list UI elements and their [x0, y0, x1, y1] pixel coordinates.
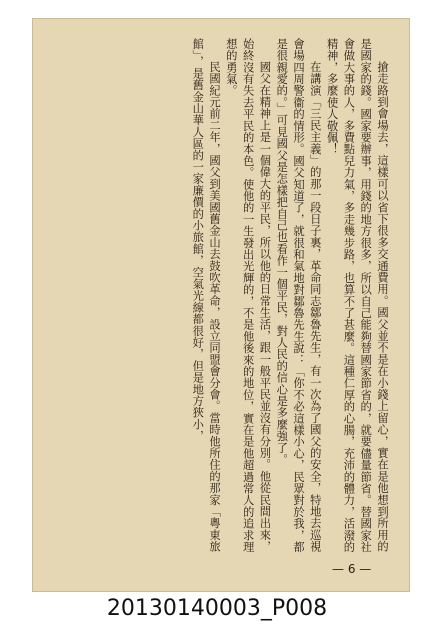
page-number: — 6 —	[332, 562, 372, 576]
image-caption: 20130140003_P008	[106, 596, 328, 621]
vertical-text-block	[56, 38, 390, 558]
paragraph: 搶走路到會場去，這樣可以省下很多交通費用。國父並不是在小錢上留心，實在是他想到所用的是國家的錢。國家要辦事，用錢的地方很多，所以自己能夠替國家節省的，就要儘量節省。替國家社會做大事的人，多費點兒力氣，多走幾步路，也算不了甚麼。這種仁厚的心腸，充沛的體力，活潑的精神，多麼使人敬佩！	[325, 38, 389, 553]
document-page	[32, 18, 410, 592]
paragraph: 民國紀元前二年，國父到美國舊金山去鼓吹革命，設立同盟會分會。當時他所住的那家「粵東旅館」，是舊金山華人區的一家廉價的小旅館，空氣光線都很好，但是地方狹小，	[191, 38, 222, 552]
paragraph: 在講演「三民主義」的那一段日子裏，革命同志鄒魯先生，有一次為了國父的安全，特地去巡視會場四周警衞的情形。國父知道了，就很和氣地對鄒魯先生說：「你不必這樣小心，民眾對於我，都是很親愛的。」可見國父是怎樣把自己也看作一個平民，對人民的信心是多麼強了。	[275, 38, 322, 553]
paragraph: 國父在精神上是一個偉大的平民，所以他的日常生活，跟一般平民並沒有分別。他從民間出來，始終沒有失去平民的本色。使他的一生發出光輝的，不是他後來的地位，實在是他超過常人的追求理想的勇氣。	[224, 38, 272, 553]
